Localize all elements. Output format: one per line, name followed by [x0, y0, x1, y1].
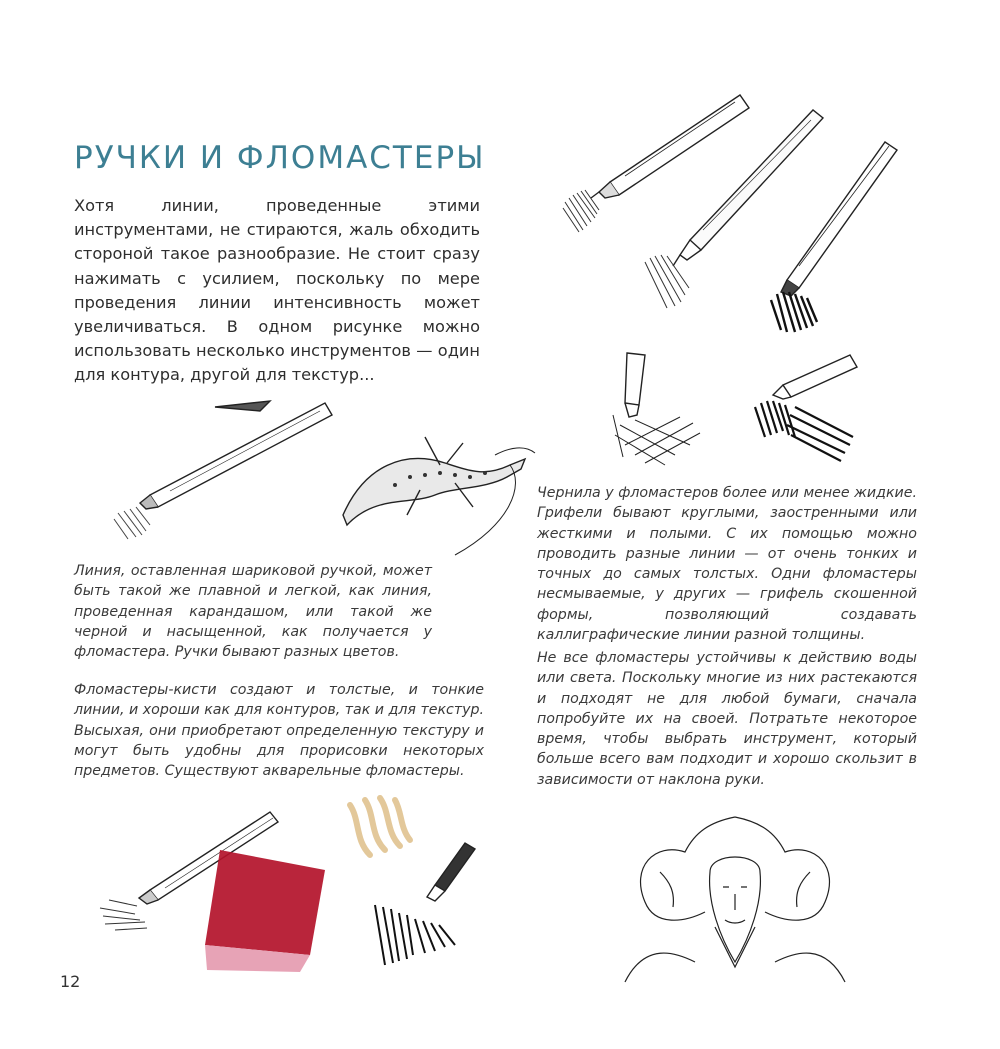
page-number: 12: [60, 972, 81, 991]
brush-marker-red-illustration: [95, 800, 345, 975]
ballpoint-caption: Линия, оставленная шариковой ручкой, может быть такой же плавной и легкой, как линия, проведенная карандашом, или такой же черной и насыщенной, как получается у фломастера. Ручки бывают разных цветов.: [74, 563, 432, 661]
fineliner-illustration: [365, 835, 485, 970]
page-title: РУЧКИ И ФЛОМАСТЕРЫ: [74, 140, 486, 176]
lizard-illustration: [335, 425, 540, 565]
intro-paragraph: Хотя линии, проведенные этими инструментами, не стираются, жаль обходить стороной такое разнообразие. Не стоит сразу нажимать с усилием, поскольку по мере проведения линии интенсивность может увеличиваться. В одном рисунке можно использовать несколько инструментов — один для контура, другой для текстур...: [74, 196, 480, 385]
ballpoint-pen-illustration: [110, 395, 345, 545]
three-pens-illustration: [555, 80, 915, 350]
markers-illustration: [605, 345, 865, 470]
marker-ink-caption: Чернила у фломастеров более или менее жидкие. Грифели бывают круглыми, заостренными или жесткими и полыми. С их помощью можно проводить разные линии — от очень тонких и точных до самых толстых. Одни фломастеры несмываемые, у других — грифель скошенной формы, позволяющий создавать каллиграфические линии разной толщины.: [537, 485, 917, 644]
ornament-bust-illustration: [615, 812, 855, 987]
brush-markers-caption: Фломастеры-кисти создают и толстые, и тонкие линии, и хороши как для контуров, так и для текстур. Высыхая, они приобретают определенную текстуру и могут быть удобны для прорисовки некоторых предметов. Существуют акварельные фломастеры.: [74, 682, 484, 780]
marker-water-caption: Не все фломастеры устойчивы к действию воды или света. Поскольку многие из них растекаются и подходят не для любой бумаги, сначала попробуйте их на своей. Потратьте некоторое время, чтобы выбрать инструмент, который больше всего вам подходит и хорошо скользит в зависимости от наклона руки.: [537, 650, 917, 788]
